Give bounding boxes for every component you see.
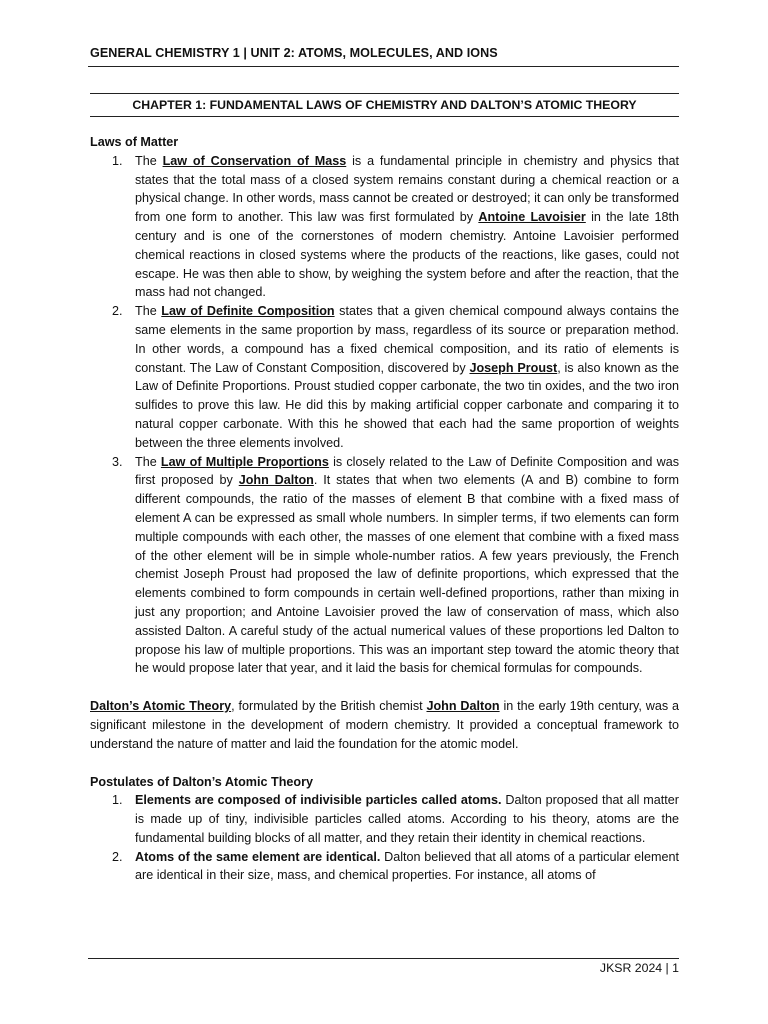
- law-name: Law of Definite Composition: [161, 304, 335, 319]
- header-divider: [88, 66, 679, 67]
- spacer: [90, 678, 679, 697]
- postulates-heading: Postulates of Dalton’s Atomic Theory: [90, 774, 313, 789]
- list-number: 2.: [112, 849, 123, 864]
- law-item: [90, 453, 679, 679]
- postulate-title: Atoms of the same element are identical.: [135, 849, 381, 864]
- theory-name: Dalton’s Atomic Theory: [90, 699, 232, 714]
- chapter-title: CHAPTER 1: FUNDAMENTAL LAWS OF CHEMISTRY AND DALTON’S ATOMIC THEORY: [132, 98, 637, 112]
- law-name: Law of Conservation of Mass: [162, 153, 347, 168]
- scientist-name: Joseph Proust: [469, 360, 558, 375]
- spacer: [90, 754, 679, 773]
- page-footer: JKSR 2024 | 1: [599, 961, 679, 975]
- paragraph-text: , formulated by the British chemist: [231, 699, 427, 714]
- list-number: 1.: [112, 793, 123, 808]
- main-content: [90, 133, 679, 885]
- law-item: [90, 152, 679, 302]
- law-text: , is also known as the Law of Definite Proportions. Proust studied copper carbonate, the two tin oxides, and the two iron sulfides to prove this law. He did this by making artificial copper carbonate and comparing it to natural copper carbonate. With this he showed that each had the same proportion of weights between the three elements involved.: [135, 360, 679, 450]
- footer-divider: [88, 958, 679, 959]
- list-number: 1.: [112, 153, 123, 168]
- dalton-intro-paragraph: [90, 697, 679, 753]
- chapter-title-box: [90, 93, 679, 117]
- paragraph-text: in the early 19th century, was a significant milestone in the development of modern chemistry. It provided a conceptual framework to understand the nature of matter and laid the foundation for the atomic model.: [90, 699, 679, 751]
- law-text: The: [135, 304, 162, 319]
- scientist-name: Antoine Lavoisier: [478, 210, 586, 225]
- law-text: . It states that when two elements (A and B) combine to form different compounds, the ratio of the masses of element B that combine with a fixed mass of element A can be expressed as small whole numbers. In simpler terms, if two elements can form multiple compounds with each other, the masses of one element that combine with a fixed mass of the other element will be in simple whole-number ratios. A few years previously, the French chemist Joseph Proust had proposed the law of definite proportions, which expressed that the elements combined to form compounds in certain well-defined proportions, rather than mixing in just any proportion; and Antoine Lavoisier proved the law of conservation of mass, which also assisted Dalton. A careful study of the actual numerical values of these proportions led Dalton to propose his law of multiple proportions. This was an important step toward the atomic theory that he would propose later that year, and it laid the basis for chemical formulas for compounds.: [135, 473, 679, 676]
- laws-list: [90, 152, 679, 678]
- running-header: GENERAL CHEMISTRY 1 | UNIT 2: ATOMS, MOLECULES, AND IONS: [90, 46, 498, 60]
- postulate-item: [90, 791, 679, 847]
- list-number: 3.: [112, 454, 123, 469]
- list-number: 2.: [112, 304, 123, 319]
- laws-heading: Laws of Matter: [90, 135, 179, 149]
- postulate-item: [90, 848, 679, 886]
- postulate-title: Elements are composed of indivisible particles called atoms.: [135, 793, 502, 808]
- law-text: is a fundamental principle in chemistry and physics that states that the total mass of a closed system remains constant during a chemical reaction or a physical change. In other words, mass cannot be created or destroyed; it can only be transformed from one form to another. This law was first formulated by: [135, 153, 679, 225]
- scientist-name: John Dalton: [426, 699, 500, 714]
- law-text: is closely related to the Law of Definite Composition and was first proposed by: [135, 454, 680, 488]
- law-text: The: [135, 153, 163, 168]
- law-text: The: [135, 454, 161, 469]
- postulates-list: [90, 791, 679, 885]
- document-page: [90, 0, 679, 1024]
- law-text: in the late 18th century and is one of the cornerstones of modern chemistry. Antoine Lavoisier performed chemical reactions in closed systems where the products of the reactions, like gases, could not escape. He was then able to show, by weighing the system before and after the reaction, that the mass had not changed.: [135, 210, 680, 300]
- law-name: Law of Multiple Proportions: [160, 454, 329, 469]
- postulate-text: Dalton proposed that all matter is made up of tiny, indivisible particles called atoms. According to his theory, atoms are the fundamental building blocks of all matter, and they retain their identity in chemical reactions.: [135, 793, 679, 845]
- postulate-text: Dalton believed that all atoms of a particular element are identical in their size, mass, and chemical properties. For instance, all atoms of: [135, 849, 679, 883]
- scientist-name: John Dalton: [238, 473, 314, 488]
- law-item: [90, 302, 679, 452]
- law-text: states that a given chemical compound always contains the same elements in the same proportion by mass, regardless of its source or preparation method. In other words, a compound has a fixed chemical composition, and its ratio of elements is constant. The Law of Constant Composition, discovered by: [135, 304, 679, 375]
